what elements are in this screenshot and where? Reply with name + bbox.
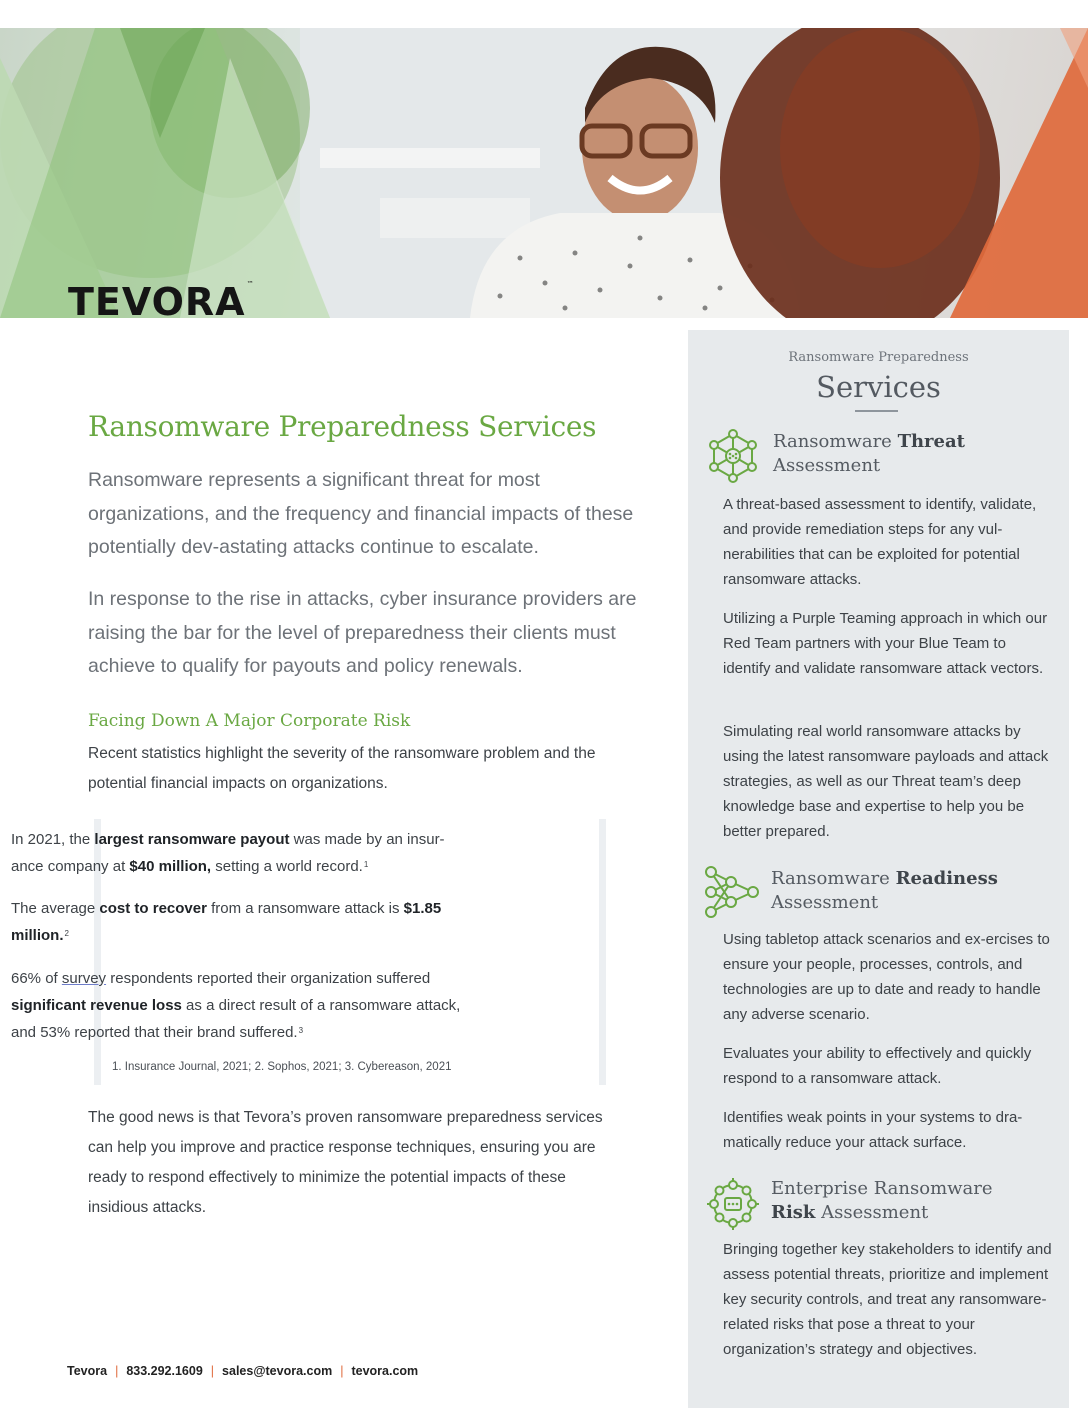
readiness-paragraph-3: Identifies weak points in your systems to dra-matically reduce your attack surface.	[723, 1109, 1023, 1151]
threat-network-icon	[703, 426, 763, 486]
lead-paragraph-2: In response to the rise in attacks, cyber insurance providers are raising the bar for the level of preparedness their clients must achieve to qualify for payouts and policy renewals.	[88, 588, 637, 677]
risk-network-icon	[703, 1174, 763, 1234]
footer-website[interactable]: tevora.com	[351, 1364, 419, 1378]
footnotes: 1. Insurance Journal, 2021; 2. Sophos, 2021; 3. Cybereason, 2021	[112, 1061, 452, 1073]
page-title: Ransomware Preparedness Services	[88, 410, 597, 443]
threat-paragraph-1: A threat-based assessment to identify, validate, and provide remediation steps for any vul-nerabilities that can be exploited for potential ransomware attacks.	[723, 496, 1037, 588]
section-heading: Facing Down A Major Corporate Risk	[88, 711, 411, 731]
readiness-paragraph-1: Using tabletop attack scenarios and ex-ercises to ensure your people, processes, controls, and technologies are up to date and ready to handle any adverse scenario.	[723, 931, 1050, 1023]
sidebar-kicker: Ransomware Preparedness	[788, 350, 969, 365]
intro-paragraph: Recent statistics highlight the severity of the ransomware problem and the potential financial impacts on organizations.	[88, 745, 596, 792]
readiness-network-icon	[701, 862, 761, 922]
survey-link[interactable]: survey	[61, 970, 107, 987]
service-heading-threat: Ransomware Threat Assessment	[773, 431, 965, 476]
stat-cost-to-recover: The average cost to recover from a ransomware attack is $1.85 million.$^2$	[11, 900, 442, 944]
service-heading-risk: Enterprise Ransomware Risk Assessment	[771, 1178, 993, 1223]
sidebar-divider	[855, 410, 898, 412]
stat-revenue-loss: 66% of survey respondents reported their organization suffered significant revenue loss as a direct result of a ransomware attack, and 53% reported that their brand suffered.$^3$	[11, 970, 461, 1041]
risk-paragraph-1: Bringing together key stakeholders to identify and assess potential threats, prioritize and implement key security controls, and treat any ransomware-related risks that pose a threat to your organization’s strategy and objectives.	[723, 1241, 1052, 1358]
footer-company: Tevora	[67, 1364, 108, 1378]
threat-paragraph-2: Utilizing a Purple Teaming approach in which our Red Team partners with your Blue Team to identify and validate ransomware attack vectors.	[723, 610, 1048, 677]
tevora-logo: TEVORA™	[68, 280, 255, 318]
lead-paragraph-1: Ransomware represents a significant threat for most organizations, and the frequency and financial impacts of these potentially dev-astating attacks continue to escalate.	[88, 469, 634, 558]
hero-banner	[0, 28, 1088, 318]
footer-email[interactable]: sales@tevora.com	[222, 1364, 333, 1378]
footer-phone[interactable]: 833.292.1609	[126, 1364, 203, 1378]
hero-photo	[0, 28, 1088, 318]
threat-paragraph-3: Simulating real world ransomware attacks by using the latest ransomware payloads and attack strategies, as well as our Threat team’s deep knowledge base and expertise to help you be better prepared.	[723, 723, 1049, 840]
footer-contact: Tevora | 833.292.1609 | sales@tevora.com | tevora.com	[67, 1364, 419, 1378]
stat-largest-payout: In 2021, the largest ransomware payout was made by an insur-ance company at $40 million, setting a world record.$^1$	[11, 831, 445, 875]
sidebar-title: Services	[816, 370, 941, 404]
readiness-paragraph-2: Evaluates your ability to effectively and quickly respond to a ransomware attack.	[723, 1045, 1032, 1087]
closing-paragraph: The good news is that Tevora’s proven ransomware preparedness services can help you improve and practice response techniques, ensuring you are ready to respond effectively to minimize the potential impacts of these insidious attacks.	[88, 1109, 603, 1216]
service-heading-readiness: Ransomware Readiness Assessment	[771, 868, 998, 913]
